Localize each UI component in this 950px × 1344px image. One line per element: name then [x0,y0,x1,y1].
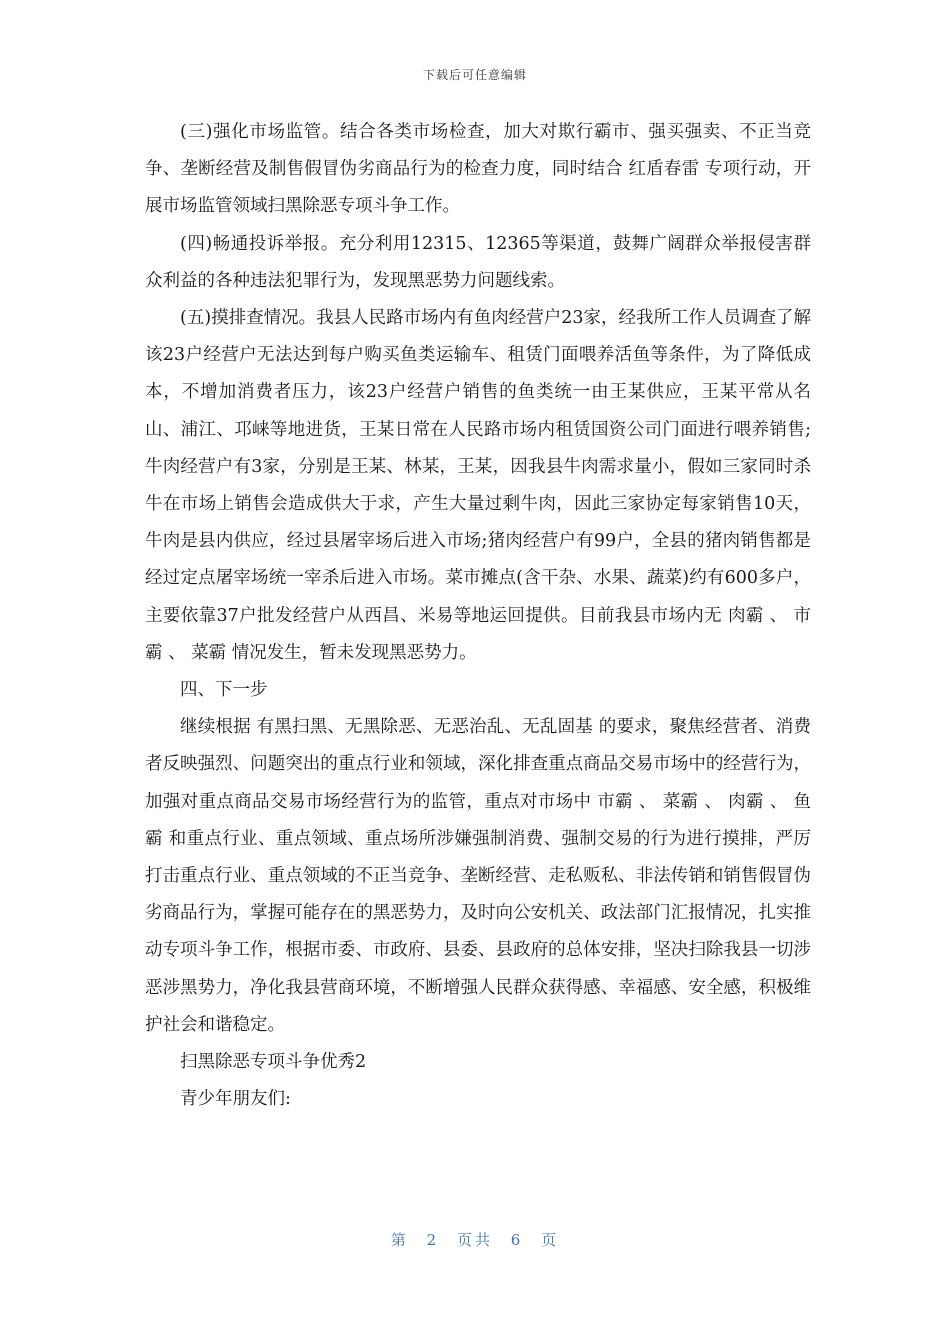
section-title-article-2: 扫黑除恶专项斗争优秀2 [180,1052,367,1073]
paragraph-salutation: 青少年朋友们: [180,1089,291,1110]
document-body [145,114,811,1118]
paragraph-investigation: (五)摸排查情况。我县人民路市场内有鱼肉经营户23家，经我所工作人员调查了解该23户经营户无法达到每户购买鱼类运输车、租赁门面喂养活鱼等条件，为了降低成本，不增加消费者压力，该23户经营户销售的鱼类统一由王某供应，王某平常从名山、浦江、邛崃等地进货，王某日常在人民路市场内租赁国资公司门面进行喂养销售;牛肉经营户有3家，分别是王某、林某，王某，因我县牛肉需求量小，假如三家同时杀牛在市场上销售会造成供大于求，产生大量过剩牛肉，因此三家协定每家销售10天，牛肉是县内供应，经过县屠宰场后进入市场;猪肉经营户有99户，全县的猪肉销售都是经过定点屠宰场统一宰杀后进入市场。菜市摊点(含干杂、水果、蔬菜)约有600多户，主要依靠37户批发经营户从西昌、米易等地运回提供。目前我县市场内无 肉霸 、 市霸 、 菜霸 情况发生，暂未发现黑恶势力。 [145,308,811,663]
section-heading-next-steps: 四、下一步 [180,680,268,701]
page-footer [0,1229,950,1250]
paragraph-market-supervision: (三)强化市场监管。结合各类市场检查，加大对欺行霸市、强买强卖、不正当竞争、垄断经营及制售假冒伪劣商品行为的检查力度，同时结合 红盾春雷 专项行动，开展市场监管领域扫黑除恶专项斗争工作。 [145,122,811,217]
page-label-prefix: 第 [390,1231,409,1249]
page-number-current: 2 [426,1231,440,1249]
page-header: 下载后可任意编辑 [422,68,527,82]
page-label-middle: 页共 [456,1231,493,1249]
page-number-total: 6 [510,1231,524,1249]
page-label-suffix: 页 [541,1231,560,1249]
paragraph-next-steps: 继续根据 有黑扫黑、无黑除恶、无恶治乱、无乱固基 的要求，聚焦经营者、消费者反映强烈、问题突出的重点行业和领域，深化排查重点商品交易市场中的经营行为，加强对重点商品交易市场经营行为的监管，重点对市场中 市霸 、 菜霸 、 肉霸 、 鱼霸 和重点行业、重点领域、重点场所涉嫌强制消费、强制交易的行为进行摸排，严厉打击重点行业、重点领域的不正当竞争、垄断经营、走私贩私、非法传销和销售假冒伪劣商品行为，掌握可能存在的黑恶势力，及时向公安机关、政法部门汇报情况，扎实推动专项斗争工作，根据市委、市政府、县委、县政府的总体安排，坚决扫除我县一切涉恶涉黑势力，净化我县营商环境，不断增强人民群众获得感、幸福感、安全感，积极维护社会和谐稳定。 [145,717,811,1035]
paragraph-complaint-channels: (四)畅通投诉举报。充分利用12315、12365等渠道，鼓舞广阔群众举报侵害群众利益的各种违法犯罪行为，发现黑恶势力问题线索。 [145,233,811,291]
